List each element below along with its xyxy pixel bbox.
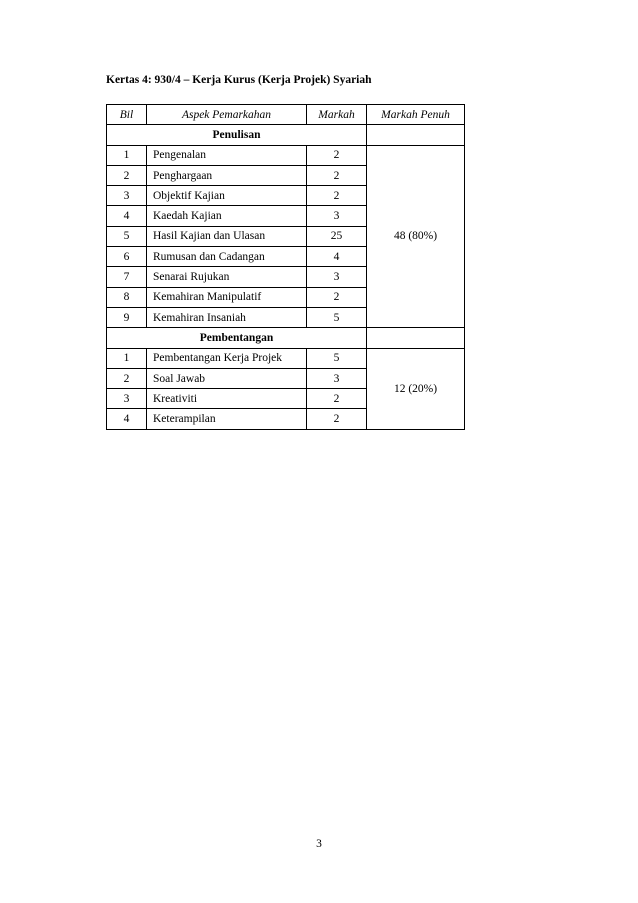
cell-markah: 4	[307, 247, 367, 267]
cell-bil: 4	[107, 409, 147, 429]
cell-markah: 25	[307, 226, 367, 246]
cell-markah-penuh-pembentangan: 12 (20%)	[367, 348, 465, 429]
cell-aspek: Hasil Kajian dan Ulasan	[147, 226, 307, 246]
marking-scheme-table	[106, 104, 465, 430]
cell-aspek: Senarai Rujukan	[147, 267, 307, 287]
cell-bil: 5	[107, 226, 147, 246]
section-penuh-empty	[367, 328, 465, 348]
section-label: Penulisan	[107, 125, 367, 145]
cell-markah: 2	[307, 186, 367, 206]
cell-aspek: Kemahiran Manipulatif	[147, 287, 307, 307]
cell-markah-penuh-penulisan: 48 (80%)	[367, 145, 465, 328]
cell-aspek: Kreativiti	[147, 389, 307, 409]
header-aspek-pemarkahan: Aspek Pemarkahan	[147, 105, 307, 125]
cell-bil: 1	[107, 145, 147, 165]
cell-aspek: Objektif Kajian	[147, 186, 307, 206]
header-markah: Markah	[307, 105, 367, 125]
cell-aspek: Kaedah Kajian	[147, 206, 307, 226]
header-bil: Bil	[107, 105, 147, 125]
cell-aspek: Pengenalan	[147, 145, 307, 165]
header-markah-penuh: Markah Penuh	[367, 105, 465, 125]
cell-aspek: Soal Jawab	[147, 368, 307, 388]
cell-markah: 3	[307, 267, 367, 287]
cell-markah: 2	[307, 165, 367, 185]
cell-bil: 3	[107, 389, 147, 409]
table-row	[107, 348, 465, 368]
section-label: Pembentangan	[107, 328, 367, 348]
cell-bil: 3	[107, 186, 147, 206]
cell-bil: 6	[107, 247, 147, 267]
table-header-row	[107, 105, 465, 125]
cell-markah: 2	[307, 389, 367, 409]
cell-aspek: Rumusan dan Cadangan	[147, 247, 307, 267]
cell-bil: 9	[107, 307, 147, 327]
table-row	[107, 145, 465, 165]
cell-bil: 8	[107, 287, 147, 307]
cell-bil: 4	[107, 206, 147, 226]
cell-markah: 2	[307, 145, 367, 165]
cell-bil: 2	[107, 368, 147, 388]
cell-bil: 7	[107, 267, 147, 287]
section-penuh-empty	[367, 125, 465, 145]
cell-markah: 2	[307, 409, 367, 429]
cell-markah: 2	[307, 287, 367, 307]
section-row-penulisan	[107, 125, 465, 145]
cell-aspek: Keterampilan	[147, 409, 307, 429]
document-title: Kertas 4: 930/4 – Kerja Kurus (Kerja Projek) Syariah	[106, 74, 372, 86]
table-body	[107, 125, 465, 429]
cell-markah: 5	[307, 307, 367, 327]
cell-markah: 5	[307, 348, 367, 368]
cell-markah: 3	[307, 206, 367, 226]
cell-aspek: Pembentangan Kerja Projek	[147, 348, 307, 368]
cell-aspek: Penghargaan	[147, 165, 307, 185]
cell-markah: 3	[307, 368, 367, 388]
cell-bil: 1	[107, 348, 147, 368]
section-row-pembentangan	[107, 328, 465, 348]
cell-aspek: Kemahiran Insaniah	[147, 307, 307, 327]
cell-bil: 2	[107, 165, 147, 185]
page-number: 3	[316, 838, 322, 850]
